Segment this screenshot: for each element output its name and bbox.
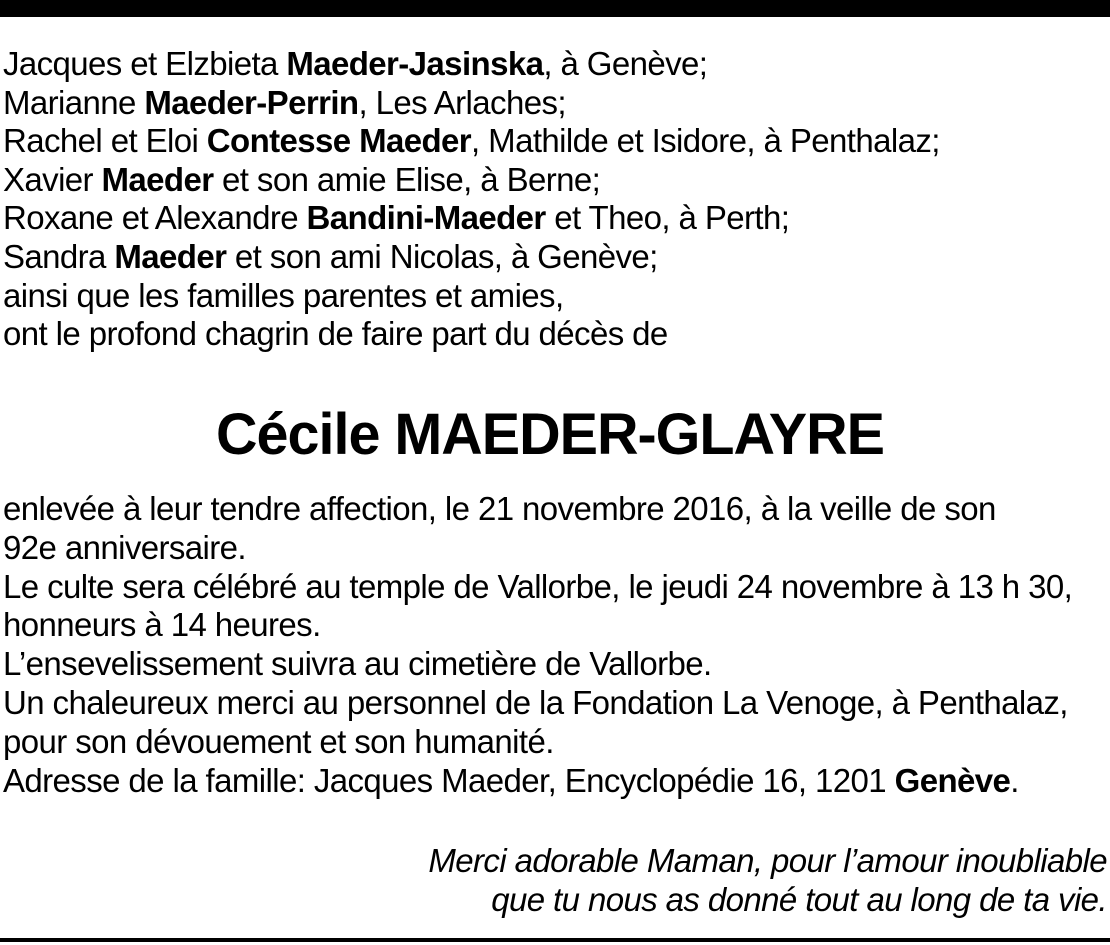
body-line <box>3 645 1108 684</box>
body-line <box>3 723 1108 762</box>
text-segment: honneurs à 14 heures. <box>3 606 321 644</box>
body-line <box>3 529 1108 568</box>
text-segment: pour son dévouement et son humanité. <box>3 722 554 760</box>
deceased-name: Cécile MAEDER-GLAYRE <box>216 402 884 467</box>
bottom-border-rule <box>0 938 1110 942</box>
text-segment: enlevée à leur tendre affection, le 21 novembre 2016, à la veille de son <box>3 490 996 527</box>
text-segment: ont le profond chagrin de faire part du décès de <box>3 315 668 353</box>
text-segment: Marianne <box>3 83 145 121</box>
body-line <box>3 490 1108 529</box>
family-line <box>3 122 1108 161</box>
text-segment: Jacques et Elzbieta <box>3 45 287 82</box>
family-line <box>3 315 1108 354</box>
text-segment: Adresse de la famille: Jacques Maeder, Encyclopédie 16, 1201 <box>3 761 895 799</box>
text-segment: . <box>1010 761 1019 799</box>
body-line <box>3 762 1108 801</box>
family-line <box>3 84 1108 123</box>
text-segment: Un chaleureux merci au personnel de la Fondation La Venoge, à Penthalaz, <box>3 683 1068 721</box>
top-border-rule <box>0 0 1110 17</box>
text-segment: et Theo, à Perth; <box>545 199 790 237</box>
family-surname: Maeder <box>101 160 214 198</box>
body-line <box>3 606 1108 645</box>
text-segment: , Les Arlaches; <box>358 83 566 121</box>
family-surname: Contesse Maeder <box>206 122 472 160</box>
closing-message <box>428 842 1107 919</box>
family-line <box>3 161 1108 200</box>
text-segment: Xavier <box>3 160 102 198</box>
text-segment: et son amie Elise, à Berne; <box>213 160 601 198</box>
family-line <box>3 277 1108 316</box>
text-segment: Rachel et Eloi <box>3 122 207 160</box>
family-line <box>3 199 1108 238</box>
family-line <box>3 238 1108 277</box>
family-surname: Bandini-Maeder <box>306 199 546 237</box>
family-announcement <box>3 45 1108 354</box>
text-segment: et son ami Nicolas, à Genève; <box>226 237 658 275</box>
text-segment: ainsi que les familles parentes et amies, <box>3 276 564 314</box>
closing-line: Merci adorable Maman, pour l’amour inoubliable <box>428 842 1107 879</box>
text-segment: Roxane et Alexandre <box>3 199 307 237</box>
text-segment: 92e anniversaire. <box>3 528 246 566</box>
family-line <box>3 45 1108 84</box>
family-surname: Maeder-Jasinska <box>286 45 544 82</box>
text-segment: , à Genève; <box>543 45 708 82</box>
address-city: Genève <box>894 761 1011 799</box>
family-surname: Maeder-Perrin <box>144 83 359 121</box>
text-segment: L’ensevelissement suivra au cimetière de Vallorbe. <box>3 645 712 683</box>
family-surname: Maeder <box>114 237 227 275</box>
text-segment: Sandra <box>3 237 115 275</box>
announcement-body <box>3 490 1108 800</box>
text-segment: , Mathilde et Isidore, à Penthalaz; <box>471 122 940 160</box>
closing-line: que tu nous as donné tout au long de ta vie. <box>491 880 1107 918</box>
body-line <box>3 684 1108 723</box>
text-segment: Le culte sera célébré au temple de Vallorbe, le jeudi 24 novembre à 13 h 30, <box>3 567 1073 605</box>
body-line <box>3 568 1108 607</box>
